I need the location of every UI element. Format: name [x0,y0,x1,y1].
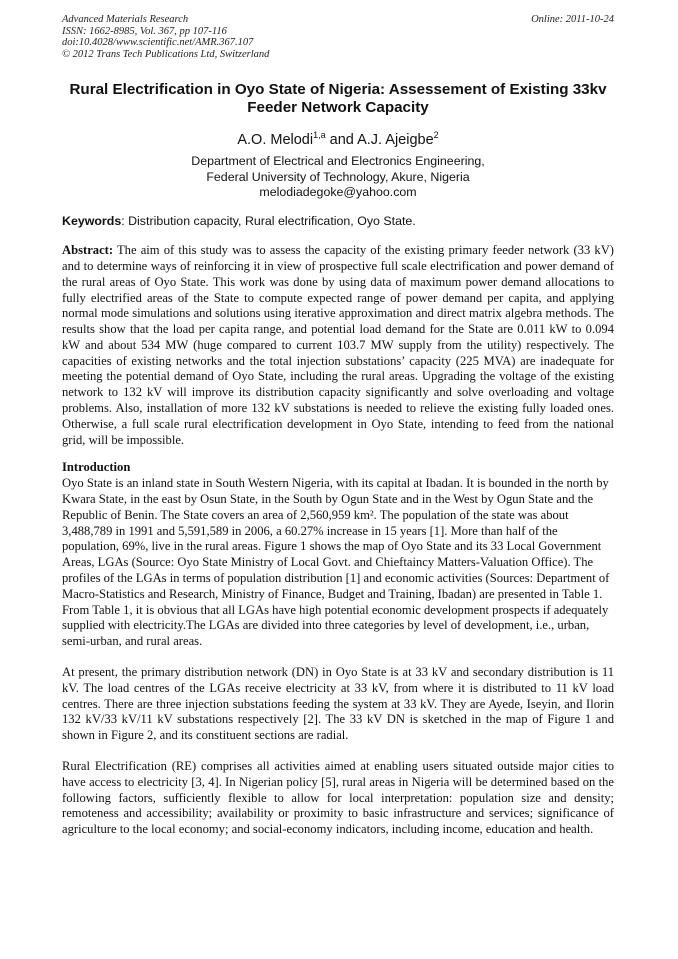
author-connector: and [325,132,358,148]
abstract-paragraph [62,243,614,448]
doi-line: doi:10.4028/www.scientific.net/AMR.367.107 [62,37,254,48]
affiliation-university: Federal University of Technology, Akure, Nigeria [206,169,470,184]
section-heading-introduction: Introduction [62,460,131,475]
affiliation-department: Department of Electrical and Electronics Engineering, [191,154,485,168]
introduction-paragraph-2: At present, the primary distribution network (DN) in Oyo State is at 33 kV and secondary distribution is 11 kV. The load centres of the LGAs receive electricity at 33 kV, from where it is distributed to 11 kV load centres. There are three injection substations feeding the system at 33 kV. They are Ayede, Iseyin, and Ilorin 132 kV/33 kV/11 kV substations respectively [2]. The 33 kV DN is sketched in the map of Figure 1 and shown in Figure 2, and its constituent sections are radial. [62,665,614,743]
online-date: Online: 2011-10-24 [531,14,614,25]
introduction-paragraph-1: Oyo State is an inland state in South Western Nigeria, with its capital at Ibadan. It is bounded in the north by Kwara State, in the east by Osun State, in the South by Ogun State and in the West by Ogun State and the Republic of Benin. The State covers an area of 2,560,959 km². The population of the state was about 3,488,789 in 1991 and 5,591,589 in 2006, a 60.27% increase in 15 years [1]. More than half of the population, 69%, live in the rural areas. Figure 1 shows the map of Oyo State and its 33 Local Government Areas, LGAs (Source: Oyo State Ministry of Local Govt. and Chieftaincy Matters-Valuation Office). The profiles of the LGAs in terms of population distribution [1] and economic activities (Sources: Department of Macro-Statistics and Research, Ministry of Finance, Budget and Training, Ibadan) are presented in Table 1. From Table 1, it is obvious that all LGAs have high potential economic development prospects if adequately supplied with electricity.The LGAs are divided into three categories by level of development, i.e., urban, semi-urban, and rural areas. [62,476,610,649]
issn-line: ISSN: 1662-8985, Vol. 367, pp 107-116 [62,25,227,37]
paper-page [62,14,614,838]
journal-name: Advanced Materials Research [62,14,189,25]
keywords-label: Keywords [62,214,122,229]
author-1-affiliation-mark: 1,a [313,130,326,141]
author-email[interactable]: melodiadegoke@yahoo.com [259,185,417,200]
author-2: A.J. Ajeigbe [357,132,434,148]
keywords-line [62,214,614,229]
author-line [62,131,614,149]
keywords-text: : Distribution capacity, Rural electrification, Oyo State. [121,214,416,229]
abstract-text: The aim of this study was to assess the capacity of the existing primary feeder network (33 kV) and to determine ways of reinforcing it in view of prospective full scale electrification and power demand of the rural areas of Oyo State. This work was done by using data of maximum power demand allocations to fully electrified areas of the State to compute expected range of power demand per capita, and applying normal mode simulations and solutions using iterative approximation and direct matrix algebra methods. The results show that the load per capita range, and potential load demand for the State are 0.011 kW to 0.094 kW and about 534 MW (huge compared to current 103.7 MW supply from the utility) respectively. The capacities of existing networks and the total injection substations’ capacity (225 MVA) are inadequate for meeting the potential demand of Oyo State, including the rural areas. Upgrading the voltage of the existing network to 132 kV will improve its distribution capacity significantly and solve overloading and voltage problems. Also, installation of more 132 kV substations is needed to relieve the existing fully loaded ones. Otherwise, a full scale rural electrification development in Oyo State, intending to feed from the national grid, will be impossible. [62,243,614,447]
author-2-affiliation-mark: 2 [433,130,439,141]
paper-title: Rural Electrification in Oyo State of Nigeria: Assessement of Existing 33kv Feeder Network Capacity [69,81,607,116]
abstract-label: Abstract: [62,243,114,258]
journal-header [62,14,614,60]
introduction-paragraph-3: Rural Electrification (RE) comprises all activities aimed at enabling users situated outside major cities to have access to electricity [3, 4]. In Nigerian policy [5], rural areas in Nigeria will be determined based on the following factors, sufficiently flexible to allow for local interpretation: population size and density; remoteness and accessibility; availability or proximity to basic infrastructure and services; significance of agriculture to the local economy; and social-economy indicators, including income, education and health. [62,759,614,837]
author-1: A.O. Melodi [237,132,314,148]
copyright-line: © 2012 Trans Tech Publications Ltd, Switzerland [62,48,270,60]
affiliation-block [62,154,614,201]
